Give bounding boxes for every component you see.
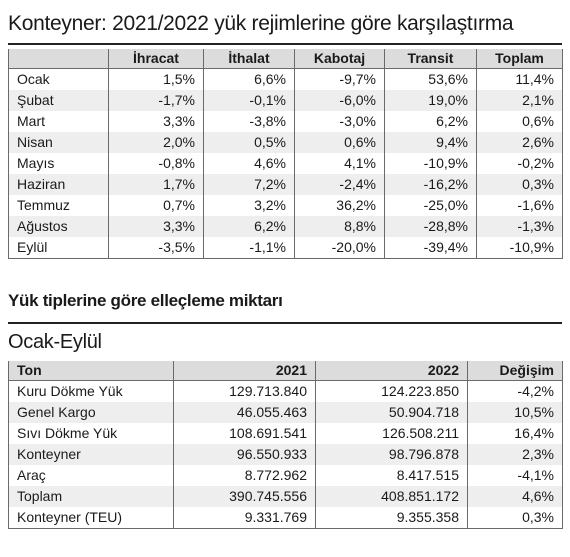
table-cell: -0,1% xyxy=(204,90,295,111)
table2-title: Yük tiplerine göre elleçleme miktarı xyxy=(8,291,283,310)
table-cell: 96.550.933 xyxy=(174,444,316,465)
row-label-cargo-type: Toplam xyxy=(9,486,174,507)
table-cell: 4,6% xyxy=(468,486,563,507)
table-cell: 8,8% xyxy=(295,216,385,237)
table-cell: 9,4% xyxy=(385,132,477,153)
table-cell: 7,2% xyxy=(204,174,295,195)
table-cell: -1,3% xyxy=(477,216,563,237)
table-cell: -3,8% xyxy=(204,111,295,132)
table-row xyxy=(9,153,563,174)
table-cell: 0,3% xyxy=(477,174,563,195)
row-label-month: Eylül xyxy=(9,237,109,259)
table-row xyxy=(9,402,563,423)
table-cell: -4,1% xyxy=(517,467,554,483)
table-cell: 6,2% xyxy=(204,216,295,237)
table-cell: -25,0% xyxy=(385,195,477,216)
table-cell: 8.417.515 xyxy=(316,465,468,486)
table-cell: 9.355.358 xyxy=(316,507,468,529)
table-cell: -0,2% xyxy=(517,155,554,171)
table-cell: -0,8% xyxy=(109,153,204,174)
table-cell: 2,0% xyxy=(109,132,204,153)
table-cell: 390.745.556 xyxy=(174,486,316,507)
table-cell: -3,5% xyxy=(109,237,204,259)
row-label-cargo-type: Kuru Dökme Yük xyxy=(9,381,174,403)
table1-title-rule xyxy=(8,43,562,45)
table-cell: 98.796.878 xyxy=(316,444,468,465)
table-row xyxy=(9,381,563,403)
table-cell: -10,9% xyxy=(509,239,554,255)
row-label-month: Nisan xyxy=(9,132,109,153)
header-cell-export: İhracat xyxy=(109,49,204,69)
row-label-month: Mart xyxy=(9,111,109,132)
row-label-cargo-type: Araç xyxy=(9,465,174,486)
table-cell: -20,0% xyxy=(295,237,385,259)
table-cell: 3,3% xyxy=(109,216,204,237)
table-row xyxy=(9,132,563,153)
table-cell: 46.055.463 xyxy=(174,402,316,423)
table-cell: -6,0% xyxy=(295,90,385,111)
table-cell: -9,7% xyxy=(295,69,385,91)
table-cell: 3,3% xyxy=(109,111,204,132)
table-cell: 53,6% xyxy=(385,69,477,91)
row-label-month: Ağustos xyxy=(9,216,109,237)
table-cell: 6,6% xyxy=(204,69,295,91)
table-header-row xyxy=(9,361,563,381)
table-cell: 124.223.850 xyxy=(316,381,468,403)
table-cell: -1,6% xyxy=(517,197,554,213)
table-cell: 8.772.962 xyxy=(174,465,316,486)
row-label-cargo-type: Konteyner xyxy=(9,444,174,465)
table-cell: 0,5% xyxy=(204,132,295,153)
table-row xyxy=(9,507,563,529)
table-cell: 0,6% xyxy=(295,132,385,153)
table-cell: 4,1% xyxy=(295,153,385,174)
table-row xyxy=(9,216,563,237)
table-cell: 126.508.211 xyxy=(316,423,468,444)
table-cell: -16,2% xyxy=(385,174,477,195)
table-cell: -1,7% xyxy=(109,90,204,111)
table2-title-rule xyxy=(8,322,562,324)
table-cell: 0,6% xyxy=(522,113,554,129)
regime-comparison-table xyxy=(8,49,563,259)
table-row xyxy=(9,237,563,259)
cargo-handling-table xyxy=(8,361,563,529)
table-cell: -28,8% xyxy=(385,216,477,237)
table-cell: 6,2% xyxy=(385,111,477,132)
table-cell: 129.713.840 xyxy=(174,381,316,403)
table-cell: 1,5% xyxy=(109,69,204,91)
table-row xyxy=(9,174,563,195)
row-label-cargo-type: Sıvı Dökme Yük xyxy=(9,423,174,444)
row-label-cargo-type: Konteyner (TEU) xyxy=(9,507,174,529)
table-cell: -2,4% xyxy=(295,174,385,195)
table-row xyxy=(9,423,563,444)
table-cell: -1,1% xyxy=(204,237,295,259)
table-row xyxy=(9,90,563,111)
table-cell: 10,5% xyxy=(468,402,563,423)
table-row xyxy=(9,111,563,132)
header-cell-transit: Transit xyxy=(385,49,477,69)
table-cell: 108.691.541 xyxy=(174,423,316,444)
table2-subtitle: Ocak-Eylül xyxy=(8,331,102,353)
table-cell: 0,3% xyxy=(522,509,554,525)
header-cell-import: İthalat xyxy=(204,49,295,69)
row-label-month: Haziran xyxy=(9,174,109,195)
header-cell-total: Toplam xyxy=(477,49,563,69)
table1-title: Konteyner: 2021/2022 yük rejimlerine göre karşılaştırma xyxy=(8,12,514,35)
table-cell: 2,6% xyxy=(477,132,563,153)
header-cell-2022: 2022 xyxy=(316,361,468,381)
table-cell: 1,7% xyxy=(109,174,204,195)
row-label-cargo-type: Genel Kargo xyxy=(9,402,174,423)
table-cell: 2,1% xyxy=(477,90,563,111)
table-row xyxy=(9,69,563,91)
table-cell: -10,9% xyxy=(385,153,477,174)
header-cell-month xyxy=(9,49,109,69)
table-cell: 9.331.769 xyxy=(174,507,316,529)
row-label-month: Ocak xyxy=(9,69,109,91)
table-cell: 50.904.718 xyxy=(316,402,468,423)
header-cell-change: Değişim xyxy=(468,361,563,381)
header-cell-cabotage: Kabotaj xyxy=(295,49,385,69)
header-cell-2021: 2021 xyxy=(174,361,316,381)
table-cell: 36,2% xyxy=(295,195,385,216)
row-label-month: Şubat xyxy=(9,90,109,111)
table-cell: 408.851.172 xyxy=(316,486,468,507)
table-cell: 3,2% xyxy=(204,195,295,216)
table-cell: 0,7% xyxy=(109,195,204,216)
row-label-month: Temmuz xyxy=(9,195,109,216)
table-cell: -39,4% xyxy=(385,237,477,259)
table-cell: -4,2% xyxy=(517,383,554,399)
row-label-month: Mayıs xyxy=(9,153,109,174)
table-row xyxy=(9,444,563,465)
header-cell-ton: Ton xyxy=(9,361,174,381)
table-row xyxy=(9,465,563,486)
table-cell: 2,3% xyxy=(468,444,563,465)
table-cell: 4,6% xyxy=(204,153,295,174)
table-cell: 11,4% xyxy=(515,71,554,87)
table-cell: -3,0% xyxy=(295,111,385,132)
table-cell: 16,4% xyxy=(514,425,554,441)
table-cell: 19,0% xyxy=(385,90,477,111)
table-row xyxy=(9,486,563,507)
table-header-row xyxy=(9,49,563,69)
table-row xyxy=(9,195,563,216)
